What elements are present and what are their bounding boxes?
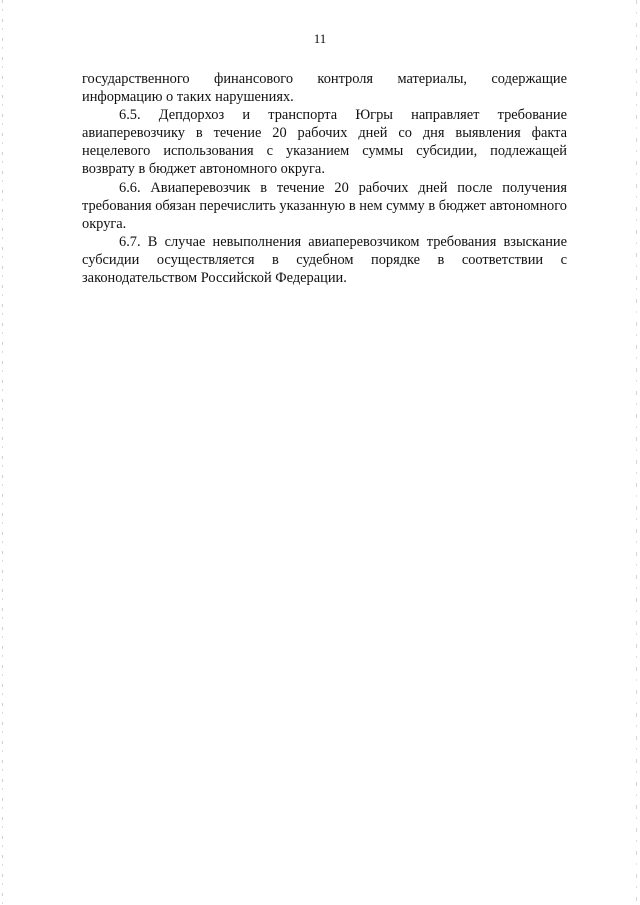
paragraph-6-6: 6.6. Авиаперевозчик в течение 20 рабочих дней после получения требования обязан перечислить указанную в нем сумму в бюджет автономного округа.: [82, 179, 567, 232]
document-body: [82, 70, 567, 287]
scan-edge-right: [636, 0, 637, 905]
scan-edge-left: [2, 0, 3, 905]
paragraph-6-5: 6.5. Депдорхоз и транспорта Югры направляет требование авиаперевозчику в течение 20 рабочих дней со дня выявления факта нецелевого использования с указанием суммы субсидии, подлежащей возврату в бюджет автономного округа.: [82, 107, 567, 178]
paragraph-6-7: 6.7. В случае невыполнения авиаперевозчиком требования взыскание субсидии осуществляется в судебном порядке в соответствии с законодательством Российской Федерации.: [82, 233, 567, 287]
page-number: 11: [313, 31, 327, 46]
paragraph-continuation: государственного финансового контроля материалы, содержащие информацию о таких нарушениях.: [82, 71, 567, 106]
